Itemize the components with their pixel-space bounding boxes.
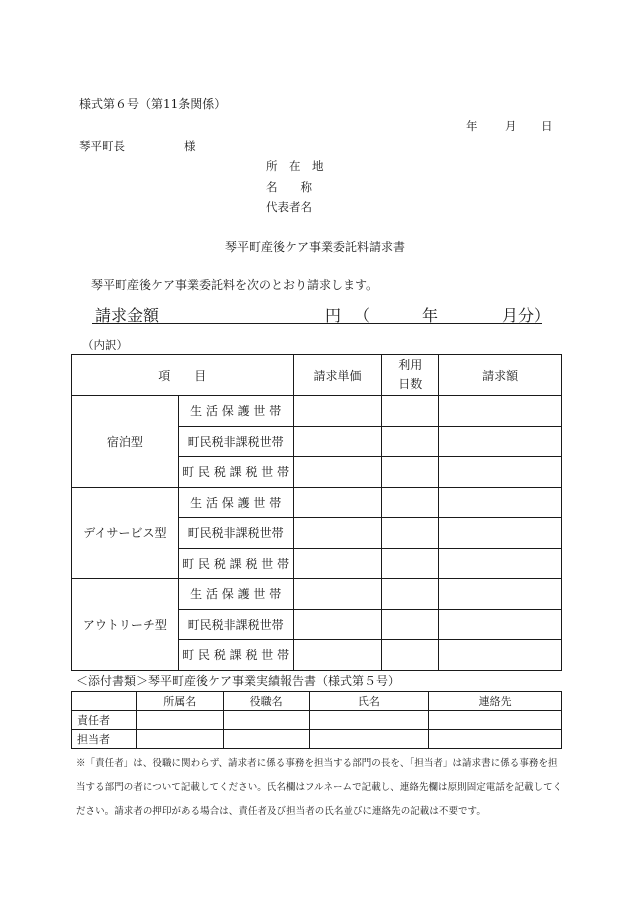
category-outreach: アウトリーチ型 bbox=[72, 579, 179, 671]
header-unit-price: 請求単価 bbox=[293, 355, 382, 396]
unit-price-cell[interactable] bbox=[293, 457, 382, 488]
contact-cell[interactable] bbox=[429, 711, 562, 730]
contact-header-name: 氏名 bbox=[309, 692, 429, 711]
household-type: 町 民 税 課 税 世 帯 bbox=[178, 457, 293, 488]
header-usage-days-line2: 日数 bbox=[398, 377, 423, 391]
name-cell[interactable] bbox=[309, 730, 429, 749]
breakdown-table bbox=[71, 354, 562, 671]
days-cell[interactable] bbox=[382, 640, 439, 671]
days-cell[interactable] bbox=[382, 396, 439, 427]
date-year-label: 年 bbox=[466, 119, 478, 133]
notes-text: ※「責任者」は、役職に関わらず、請求者に係る事務を担当する部門の長を、「担当者」は請求書に係る事務を担当する部門の者について記載してください。氏名欄はフルネームで記載し、連絡先欄は原則固定電話を記載してください。請求者の押印がある場合は、責任者及び担当者の氏名並びに連絡先の記載は不要です。 bbox=[76, 758, 563, 817]
days-cell[interactable] bbox=[382, 457, 439, 488]
amount-year: 年 bbox=[422, 306, 439, 325]
amount-cell[interactable] bbox=[439, 426, 562, 457]
amount-paren: （ bbox=[354, 306, 371, 325]
amount-yen: 円 bbox=[325, 306, 342, 325]
household-type: 生 活 保 護 世 帯 bbox=[178, 396, 293, 427]
unit-price-cell[interactable] bbox=[293, 609, 382, 640]
position-cell[interactable] bbox=[223, 730, 309, 749]
amount-cell[interactable] bbox=[439, 518, 562, 549]
position-cell[interactable] bbox=[223, 711, 309, 730]
household-type: 町民税非課税世帯 bbox=[178, 609, 293, 640]
household-type: 町民税非課税世帯 bbox=[178, 518, 293, 549]
household-type: 生 活 保 護 世 帯 bbox=[178, 487, 293, 518]
department-cell[interactable] bbox=[136, 730, 223, 749]
header-usage-days bbox=[382, 355, 439, 396]
unit-price-cell[interactable] bbox=[293, 579, 382, 610]
unit-price-cell[interactable] bbox=[293, 548, 382, 579]
header-amount: 請求額 bbox=[439, 355, 562, 396]
contact-table bbox=[71, 691, 562, 749]
amount-cell[interactable] bbox=[439, 640, 562, 671]
household-type: 生 活 保 護 世 帯 bbox=[178, 579, 293, 610]
amount-cell[interactable] bbox=[439, 579, 562, 610]
household-type: 町 民 税 課 税 世 帯 bbox=[178, 640, 293, 671]
address-label: 所 在 地 bbox=[266, 159, 324, 173]
household-type: 町民税非課税世帯 bbox=[178, 426, 293, 457]
date-month-label: 月 bbox=[505, 119, 517, 133]
representative-label: 代表者名 bbox=[266, 200, 312, 214]
addressee: 琴平町長 bbox=[79, 139, 125, 153]
amount-cell[interactable] bbox=[439, 487, 562, 518]
days-cell[interactable] bbox=[382, 518, 439, 549]
household-type: 町 民 税 課 税 世 帯 bbox=[178, 548, 293, 579]
header-item: 項 目 bbox=[72, 355, 294, 396]
document-title: 琴平町産後ケア事業委託料請求書 bbox=[224, 240, 405, 254]
table-row bbox=[72, 487, 562, 518]
table-row bbox=[72, 396, 562, 427]
addressee-honorific: 様 bbox=[184, 139, 196, 153]
table-row bbox=[72, 730, 562, 749]
unit-price-cell[interactable] bbox=[293, 518, 382, 549]
intro-text: 琴平町産後ケア事業委託料を次のとおり請求します。 bbox=[91, 278, 379, 292]
unit-price-cell[interactable] bbox=[293, 396, 382, 427]
days-cell[interactable] bbox=[382, 426, 439, 457]
unit-price-cell[interactable] bbox=[293, 640, 382, 671]
attachments-label: ＜添付書類＞琴平町産後ケア事業実績報告書（様式第５号） bbox=[76, 674, 401, 688]
department-cell[interactable] bbox=[136, 711, 223, 730]
table-row bbox=[72, 711, 562, 730]
amount-label: 請求金額 bbox=[95, 306, 160, 325]
contact-header-position: 役職名 bbox=[223, 692, 309, 711]
breakdown-label: （内訳） bbox=[82, 338, 128, 352]
amount-cell[interactable] bbox=[439, 548, 562, 579]
table-row bbox=[72, 579, 562, 610]
contact-header-contact: 連絡先 bbox=[429, 692, 562, 711]
amount-line bbox=[92, 303, 551, 325]
amount-cell[interactable] bbox=[439, 396, 562, 427]
amount-cell[interactable] bbox=[439, 457, 562, 488]
contact-header-department: 所属名 bbox=[136, 692, 223, 711]
days-cell[interactable] bbox=[382, 579, 439, 610]
contact-role: 責任者 bbox=[72, 711, 137, 730]
days-cell[interactable] bbox=[382, 487, 439, 518]
contact-header-blank bbox=[72, 692, 137, 711]
unit-price-cell[interactable] bbox=[293, 426, 382, 457]
unit-price-cell[interactable] bbox=[293, 487, 382, 518]
date-day-label: 日 bbox=[541, 119, 553, 133]
amount-cell[interactable] bbox=[439, 609, 562, 640]
days-cell[interactable] bbox=[382, 609, 439, 640]
category-stay: 宿泊型 bbox=[72, 396, 179, 488]
days-cell[interactable] bbox=[382, 548, 439, 579]
amount-month: 月分） bbox=[502, 306, 551, 325]
category-day-service: デイサービス型 bbox=[72, 487, 179, 579]
contact-role: 担当者 bbox=[72, 730, 137, 749]
name-cell[interactable] bbox=[309, 711, 429, 730]
name-label: 名 称 bbox=[266, 180, 312, 194]
header-usage-days-line1: 利用 bbox=[398, 358, 423, 372]
contact-cell[interactable] bbox=[429, 730, 562, 749]
form-number: 様式第６号（第11条関係） bbox=[79, 97, 227, 111]
